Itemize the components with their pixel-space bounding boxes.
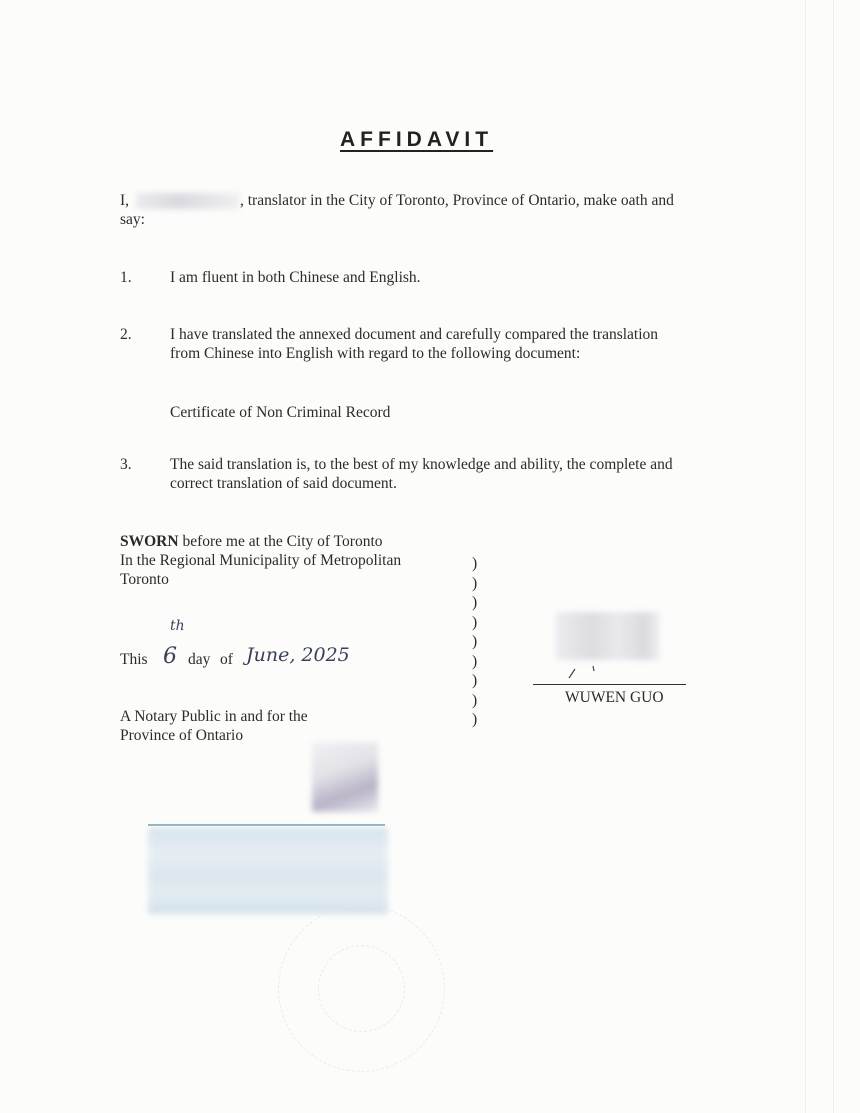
intro-text-line2: say:	[120, 211, 145, 228]
signatory-name: WUWEN GUO	[565, 689, 664, 706]
parenthesis: )	[472, 574, 478, 592]
embossed-seal-inner	[318, 945, 405, 1032]
handwritten-day-superscript: th	[170, 618, 185, 634]
redacted-notary-stamp	[148, 828, 388, 914]
document-name: Certificate of Non Criminal Record	[170, 404, 391, 421]
stamp-top-rule	[148, 824, 385, 826]
sworn-line1	[120, 532, 383, 551]
intro-text-line1: , translator in the City of Toronto, Province of Ontario, make oath and	[240, 192, 674, 209]
parenthesis: )	[472, 633, 478, 650]
signature-stroke	[566, 662, 600, 682]
sworn-line1-rest: before me at the City of Toronto	[178, 533, 383, 550]
notary-line2: Province of Ontario	[120, 727, 244, 744]
redacted-signature	[556, 612, 660, 660]
clause-text: The said translation is, to the best of my knowledge and ability, the complete and	[170, 456, 673, 473]
clause-text: from Chinese into English with regard to the following document:	[170, 345, 581, 362]
intro-prefix: I,	[120, 192, 130, 209]
redacted-notary-signature	[312, 742, 378, 812]
sworn-bold: SWORN	[120, 533, 179, 550]
signature-line	[533, 684, 686, 685]
parenthesis: )	[472, 652, 478, 670]
scan-edge-mark	[805, 0, 806, 1113]
redacted-translator-name	[136, 193, 240, 209]
parenthesis: )	[472, 691, 478, 709]
clause-text: I am fluent in both Chinese and English.	[170, 269, 421, 286]
handwritten-month-year: June, 2025	[246, 644, 350, 666]
parenthesis: )	[472, 613, 478, 631]
clause-text: I have translated the annexed document and carefully compared the translation	[170, 326, 659, 343]
scan-edge-mark	[833, 0, 834, 1113]
parenthesis: )	[472, 594, 478, 611]
clause-text: correct translation of said document.	[170, 475, 397, 492]
date-this-label: This	[120, 651, 148, 668]
clause-number: 1.	[120, 269, 132, 286]
date-day-label: day	[188, 651, 211, 668]
clause-number: 3.	[120, 456, 132, 473]
handwritten-day: 6	[163, 644, 177, 669]
parenthesis: )	[472, 555, 478, 572]
sworn-line3: Toronto	[120, 571, 169, 588]
notary-line1: A Notary Public in and for the	[120, 708, 308, 725]
parenthesis: )	[472, 672, 478, 689]
date-of-label: of	[220, 651, 233, 668]
clause-number: 2.	[120, 326, 132, 343]
parenthesis: )	[472, 711, 478, 728]
document-title: AFFIDAVIT	[340, 128, 494, 151]
sworn-line2: In the Regional Municipality of Metropolitan	[120, 552, 402, 569]
